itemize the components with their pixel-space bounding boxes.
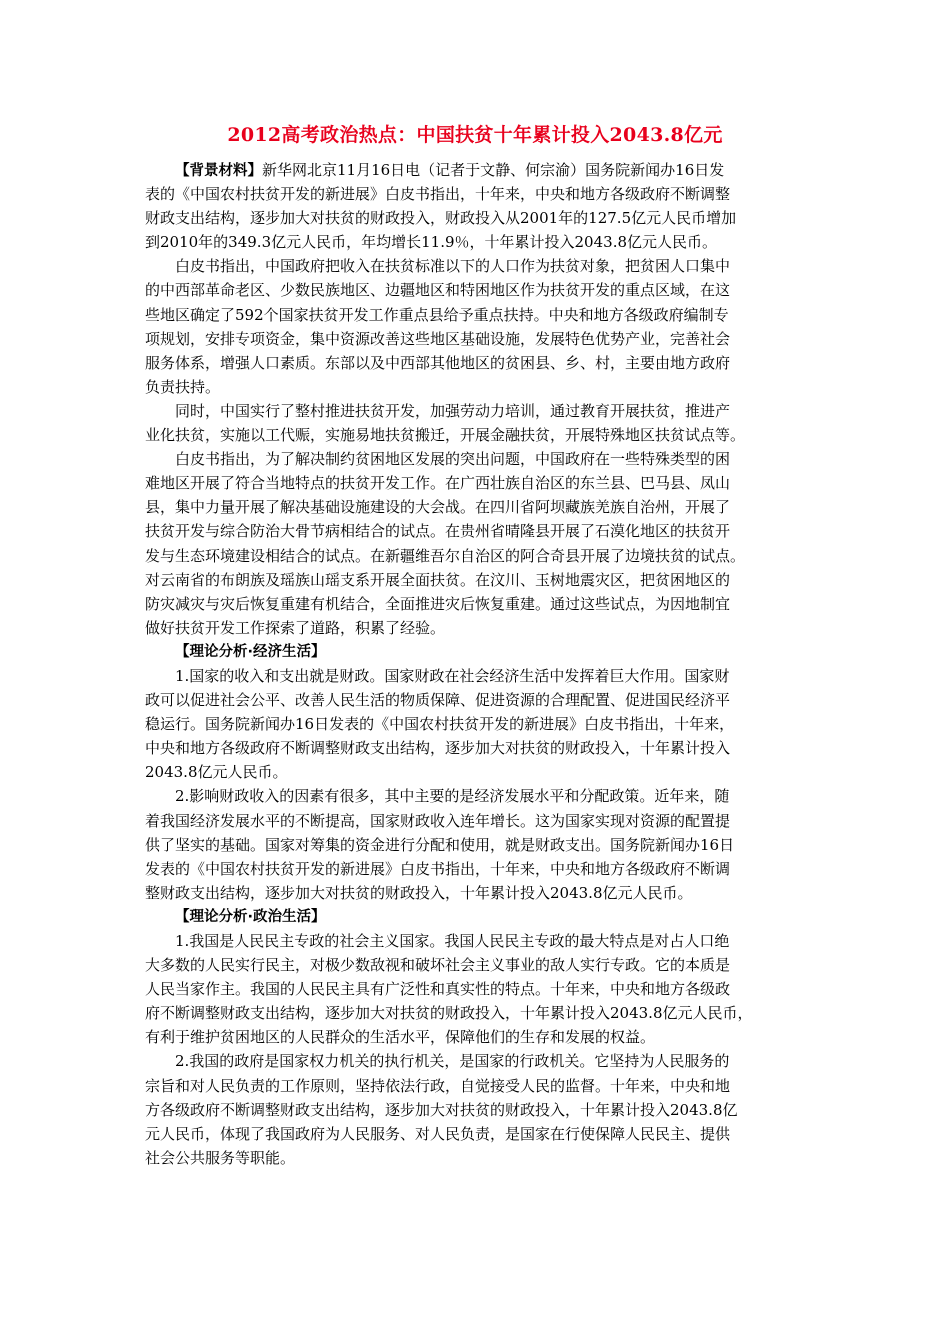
paragraph-line: 白皮书指出，中国政府把收入在扶贫标准以下的人口作为扶贫对象，把贫困人口集中 — [175, 257, 731, 276]
article-body — [145, 158, 813, 1170]
paragraph-line: 表的《中国农村扶贫开发的新进展》白皮书指出，十年来，中央和地方各级政府不断调整 — [145, 185, 731, 204]
paragraph-line: 【背景材料】新华网北京11月16日电（记者于文静、何宗渝）国务院新闻办16日发 — [175, 161, 725, 179]
paragraph-line: 到2010年的349.3亿元人民币，年均增长11.9％，十年累计投入2043.8亿元人民币。 — [145, 233, 718, 252]
paragraph-measures — [145, 399, 813, 447]
paragraph-white-paper-targets — [145, 254, 813, 399]
paragraph-line: 稳运行。国务院新闻办16日发表的《中国农村扶贫开发的新进展》白皮书指出，十年来， — [145, 715, 735, 734]
pol-point-2 — [145, 1049, 813, 1169]
paragraph-line: 发表的《中国农村扶贫开发的新进展》白皮书指出，十年来，中央和地方各级政府不断调 — [145, 859, 731, 878]
econ-point-2 — [145, 784, 813, 904]
section-heading-political: 【理论分析·政治生活】 — [175, 908, 326, 925]
paragraph-pilot-programs — [145, 447, 813, 640]
paragraph-line: 业化扶贫，实施以工代赈，实施易地扶贫搬迁，开展金融扶贫，开展特殊地区扶贫试点等。 — [145, 426, 746, 445]
paragraph-line: 做好扶贫开发工作探索了道路，积累了经验。 — [145, 618, 446, 637]
paragraph-line: 负责扶持。 — [145, 377, 221, 396]
background-paragraph — [145, 158, 813, 254]
paragraph-line: 人民当家作主。我国的人民民主具有广泛性和真实性的特点。十年来，中央和地方各级政 — [145, 980, 731, 999]
paragraph-line: 项规划，安排专项资金，集中资源改善这些地区基础设施，发展特色优势产业，完善社会 — [145, 329, 731, 348]
paragraph-line: 的中西部革命老区、少数民族地区、边疆地区和特困地区作为扶贫开发的重点区域，在这 — [145, 281, 731, 300]
pol-point-1 — [145, 929, 813, 1049]
paragraph-line: 整财政支出结构，逐步加大对扶贫的财政投入，十年累计投入2043.8亿元人民币。 — [145, 883, 693, 902]
paragraph-line: 大多数的人民实行民主，对极少数敌视和破坏社会主义事业的敌人实行专政。它的本质是 — [145, 956, 731, 975]
paragraph-line: 社会公共服务等职能。 — [145, 1148, 296, 1167]
background-label: 【背景材料】 — [175, 163, 262, 179]
paragraph-line: 元人民币，体现了我国政府为人民服务、对人民负责，是国家在行使保障人民民主、提供 — [145, 1124, 731, 1143]
paragraph-line: 1.我国是人民民主专政的社会主义国家。我国人民民主专政的最大特点是对占人口绝 — [175, 932, 730, 950]
paragraph-line: 供了坚实的基础。国家对筹集的资金进行分配和使用，就是财政支出。国务院新闻办16日 — [145, 835, 735, 854]
paragraph-line: 宗旨和对人民负责的工作原则，坚持依法行政，自觉接受人民的监督。十年来，中央和地 — [145, 1076, 731, 1095]
paragraph-line: 对云南省的布朗族及瑶族山瑶支系开展全面扶贫。在汶川、玉树地震灾区，把贫困地区的 — [145, 570, 731, 589]
page-title: 2012高考政治热点：中国扶贫十年累计投入2043.8亿元 — [227, 124, 723, 146]
paragraph-line: 同时，中国实行了整村推进扶贫开发，加强劳动力培训，通过教育开展扶贫，推进产 — [175, 401, 731, 420]
section-heading-economic: 【理论分析·经济生活】 — [175, 643, 326, 660]
econ-point-1 — [145, 664, 813, 784]
paragraph-line: 府不断调整财政支出结构，逐步加大对扶贫的财政投入，十年累计投入2043.8亿元人民币， — [145, 1004, 753, 1023]
paragraph-line: 扶贫开发与综合防治大骨节病相结合的试点。在贵州省晴隆县开展了石漠化地区的扶贫开 — [145, 522, 731, 541]
paragraph-line: 难地区开展了符合当地特点的扶贫开发工作。在广西壮族自治区的东兰县、巴马县、凤山 — [145, 474, 731, 493]
paragraph-line: 服务体系，增强人口素质。东部以及中西部其他地区的贫困县、乡、村，主要由地方政府 — [145, 353, 731, 372]
paragraph-line: 2.我国的政府是国家权力机关的执行机关，是国家的行政机关。它坚持为人民服务的 — [175, 1052, 730, 1071]
paragraph-line: 防灾减灾与灾后恢复重建有机结合，全面推进灾后恢复重建。通过这些试点，为因地制宜 — [145, 594, 731, 613]
paragraph-line: 白皮书指出，为了解决制约贫困地区发展的突出问题，中国政府在一些特殊类型的困 — [175, 450, 731, 469]
paragraph-line: 中央和地方各级政府不断调整财政支出结构，逐步加大对扶贫的财政投入，十年累计投入 — [145, 739, 731, 758]
paragraph-line: 政可以促进社会公平、改善人民生活的物质保障、促进资源的合理配置、促进国民经济平 — [145, 691, 731, 710]
paragraph-line: 2043.8亿元人民币。 — [145, 763, 288, 782]
paragraph-line: 有利于维护贫困地区的人民群众的生活水平，保障他们的生存和发展的权益。 — [145, 1028, 656, 1047]
paragraph-line: 方各级政府不断调整财政支出结构，逐步加大对扶贫的财政投入，十年累计投入2043.8亿 — [145, 1100, 738, 1119]
paragraph-line: 2.影响财政收入的因素有很多，其中主要的是经济发展水平和分配政策。近年来，随 — [175, 787, 730, 806]
paragraph-line: 发与生态环境建设相结合的试点。在新疆维吾尔自治区的阿合奇县开展了边境扶贫的试点。 — [145, 546, 746, 565]
paragraph-line: 着我国经济发展水平的不断提高，国家财政收入连年增长。这为国家实现对资源的配置提 — [145, 811, 731, 830]
paragraph-line: 些地区确定了592个国家扶贫开发工作重点县给予重点扶持。中央和地方各级政府编制专 — [145, 305, 729, 324]
paragraph-line: 1.国家的收入和支出就是财政。国家财政在社会经济生活中发挥着巨大作用。国家财 — [175, 666, 730, 685]
paragraph-line: 财政支出结构，逐步加大对扶贫的财政投入，财政投入从2001年的127.5亿元人民币增加 — [145, 209, 737, 228]
paragraph-line: 县，集中力量开展了解决基础设施建设的大会战。在四川省阿坝藏族羌族自治州，开展了 — [145, 498, 731, 517]
